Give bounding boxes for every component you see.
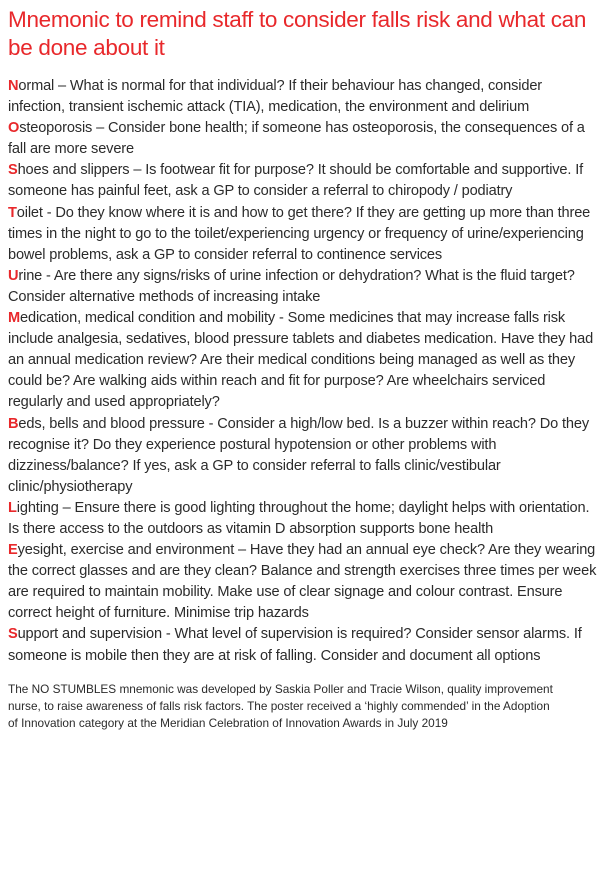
entry-initial: T	[8, 204, 17, 221]
entry-initial: E	[8, 542, 18, 559]
entry-term	[8, 542, 234, 558]
mnemonic-entry-shoes	[8, 160, 602, 202]
page-title: Mnemonic to remind staff to consider falls risk and what can be done about it	[8, 7, 587, 60]
entry-term-rest: yesight, exercise and environment	[17, 542, 235, 559]
mnemonic-entry-osteoporosis	[8, 118, 602, 160]
entry-initial: N	[8, 78, 19, 94]
entry-term	[8, 162, 129, 178]
entry-initial: L	[8, 499, 17, 516]
mnemonic-list	[8, 76, 602, 667]
entry-description: – Is footwear fit for purpose? It should be comfortable and supportive. If someone has painful feet, ask a GP to consider a referral to chiropody / podiatry	[8, 162, 584, 200]
entry-term	[8, 416, 205, 432]
mnemonic-entry-toilet	[8, 203, 602, 266]
entry-description: – Consider bone health; if someone has osteoporosis, the consequences of a fall are more severe	[8, 120, 585, 158]
entry-term-rest: steoporosis	[19, 120, 93, 137]
entry-description: - Consider a high/low bed. Is a buzzer within reach? Do they recognise it? Do they experience postural hypotension or other problems with dizziness/balance? If yes, ask a GP to consider referral to falls clinic/vestibular clinic/physiotherapy	[8, 415, 589, 495]
mnemonic-entry-medication	[8, 308, 602, 413]
entry-initial: S	[8, 626, 18, 643]
entry-description: - Some medicines that may increase falls risk include analgesia, sedatives, blood pressure tablets and diabetes medication. Have they had an annual medication review? Are their medical conditions being managed as well as they could be? Are walking aids within reach and fit for purpose? Are wheelchairs serviced regularly and used appropriately?	[8, 310, 594, 411]
entry-term	[8, 78, 54, 94]
mnemonic-entry-eyesight	[8, 540, 602, 624]
mnemonic-entry-lighting	[8, 498, 602, 540]
entry-term	[8, 120, 92, 136]
mnemonic-entry-support	[8, 624, 602, 666]
entry-term	[8, 205, 43, 221]
mnemonic-entry-normal	[8, 76, 602, 118]
footnote: The NO STUMBLES mnemonic was developed by Saskia Poller and Tracie Wilson, quality improvement nurse, to raise awareness of falls risk factors. The poster received a ‘highly commended’ in the Adoption of Innovation category at the Meridian Celebration of Innovation Awards in July 2019	[8, 681, 553, 730]
entry-description: - What level of supervision is required? Consider sensor alarms. If someone is mobile then they are at risk of falling. Consider and document all options	[8, 626, 582, 664]
entry-term-rest: ighting	[16, 499, 59, 516]
entry-term-rest: upport and supervision	[17, 626, 162, 643]
entry-term	[8, 626, 162, 642]
mnemonic-entry-beds	[8, 414, 602, 498]
entry-term-rest: rine	[18, 267, 43, 284]
entry-term-rest: ormal	[18, 78, 55, 94]
entry-term	[8, 268, 42, 284]
entry-term-rest: oilet	[16, 204, 43, 221]
entry-term-rest: eds, bells and blood pressure	[18, 415, 205, 432]
entry-initial: O	[8, 120, 20, 137]
entry-initial: S	[8, 162, 18, 179]
entry-term-rest: edication, medical condition and mobility	[20, 310, 276, 327]
mnemonic-entry-urine	[8, 266, 602, 308]
entry-term	[8, 500, 59, 516]
entry-initial: B	[8, 415, 19, 432]
entry-initial: U	[8, 267, 19, 284]
entry-term	[8, 310, 275, 326]
entry-description: - Do they know where it is and how to get there? If they are getting up more than three times in the night to go to the toilet/experiencing urgency or frequency of urine/experiencing bowel problems, ask a GP to consider referral to continence services	[8, 204, 591, 263]
entry-term-rest: hoes and slippers	[17, 162, 130, 179]
entry-description: – Have they had an annual eye check? Are they wearing the correct glasses and are they clean? Balance and strength exercises three times per week are required to maintain mobility. Make use of clear signage and colour contrast. Ensure correct height of furniture. Minimise trip hazards	[8, 542, 597, 622]
entry-description: – Ensure there is good lighting throughout the home; daylight helps with orientation. Is there access to the outdoors as vitamin D absorption supports bone health	[8, 499, 590, 537]
entry-initial: M	[8, 310, 21, 327]
entry-description: - Are there any signs/risks of urine infection or dehydration? What is the fluid target? Consider alternative methods of increasing intake	[8, 267, 575, 305]
entry-description: – What is normal for that individual? If their behaviour has changed, consider infection, transient ischemic attack (TIA), medication, the environment and delirium	[8, 78, 542, 116]
